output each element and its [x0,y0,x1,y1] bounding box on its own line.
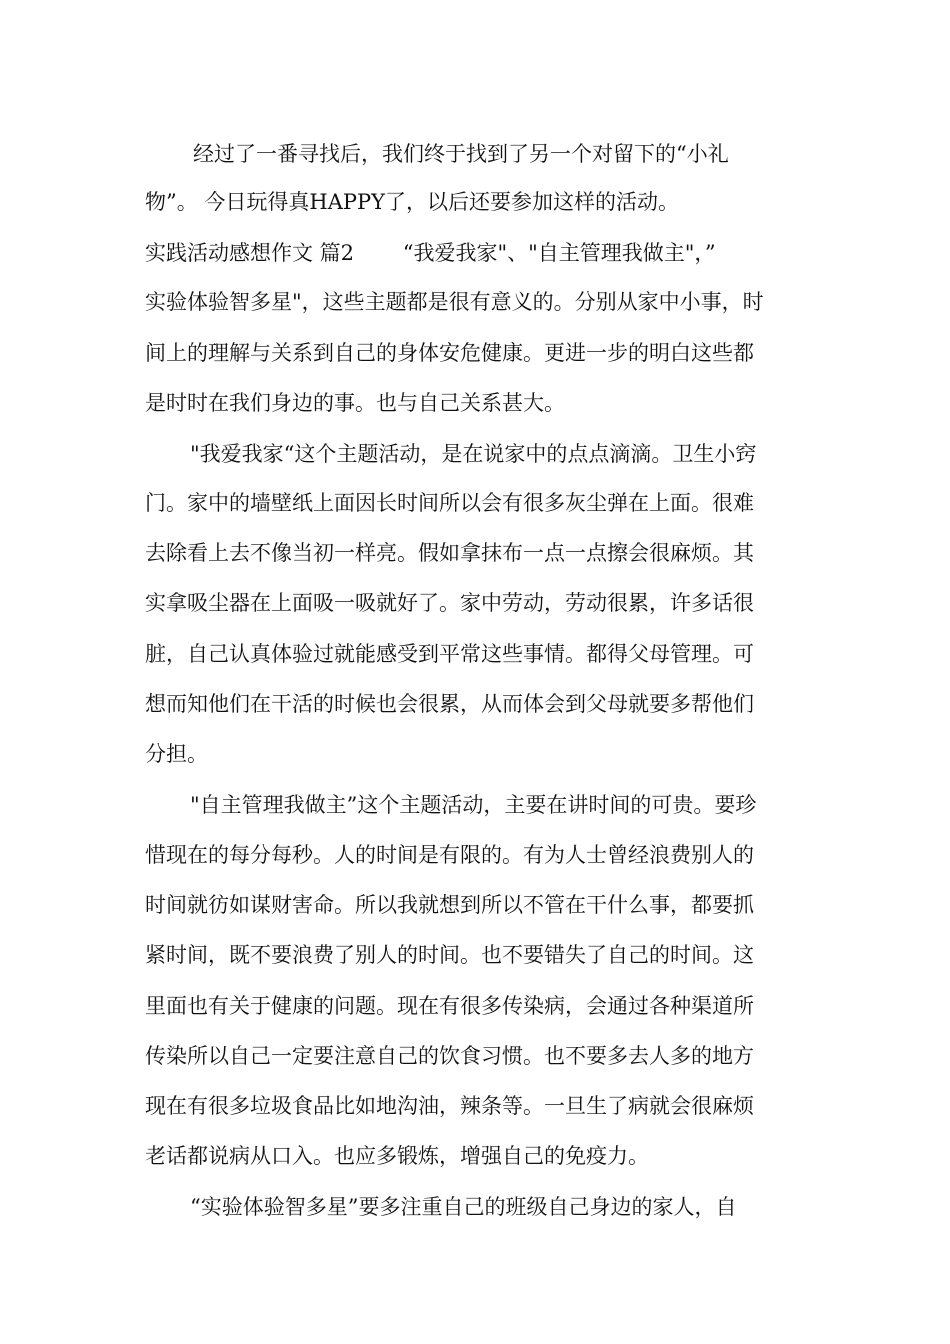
text-line: 实验体验智多星"，这些主题都是很有意义的。分别从家中小事，时 [145,290,764,314]
text-line: 是时时在我们身边的事。也与自己关系甚大。 [145,391,565,415]
text-line: 传染所以自己一定要注意自己的饮食习惯。也不要多去人多的地方 [145,1044,754,1068]
text-line: 去除看上去不像当初一样亮。假如拿抹布一点一点擦会很麻烦。其 [145,541,754,565]
text-line: 脏，自己认真体验过就能感受到平常这些事情。都得父母管理。可 [145,642,754,666]
text-line: 门。家中的墙壁纸上面因长时间所以会有很多灰尘弹在上面。很难 [145,491,754,515]
text-line: 时间就彷如谋财害命。所以我就想到所以不管在干什么事，都要抓 [145,893,754,917]
text-line: 惜现在的每分每秒。人的时间是有限的。有为人士曾经浪费别人的 [145,843,754,867]
text-line: 分担。 [145,742,208,766]
text-line: 间上的理解与关系到自己的身体安危健康。更进一步的明白这些都 [145,341,754,365]
text-line: 老话都说病从口入。也应多锻炼，增强自己的免疫力。 [145,1144,649,1168]
text-line: 里面也有关于健康的问题。现在有很多传染病，会通过各种渠道所 [145,994,754,1018]
text-line: 想而知他们在干活的时候也会很累，从而体会到父母就要多帮他们 [145,692,754,716]
text-line: 物”。 今日玩得真HAPPY了，以后还要参加这样的活动。 [145,190,680,214]
text-line: "我爱我家“这个主题活动，是在说家中的点点滴滴。卫生小窍 [190,442,757,466]
text-line: 紧时间，既不要浪费了别人的时间。也不要错失了自己的时间。这 [145,943,754,967]
section-heading-line: 实践活动感想作文 篇2 “我爱我家"、"自主管理我做主"，” [145,241,716,265]
text-line: 实拿吸尘器在上面吸一吸就好了。家中劳动，劳动很累，许多话很 [145,591,754,615]
text-line: 现在有很多垃圾食品比如地沟油，辣条等。一旦生了病就会很麻烦 [145,1094,754,1118]
text-line: “实验体验智多星”要多注重自己的班级自己身边的家人，自 [190,1195,737,1219]
text-line: 经过了一番寻找后，我们终于找到了另一个对留下的“小礼 [193,142,729,166]
text-line: "自主管理我做主”这个主题活动，主要在讲时间的可贵。要珍 [190,793,757,817]
